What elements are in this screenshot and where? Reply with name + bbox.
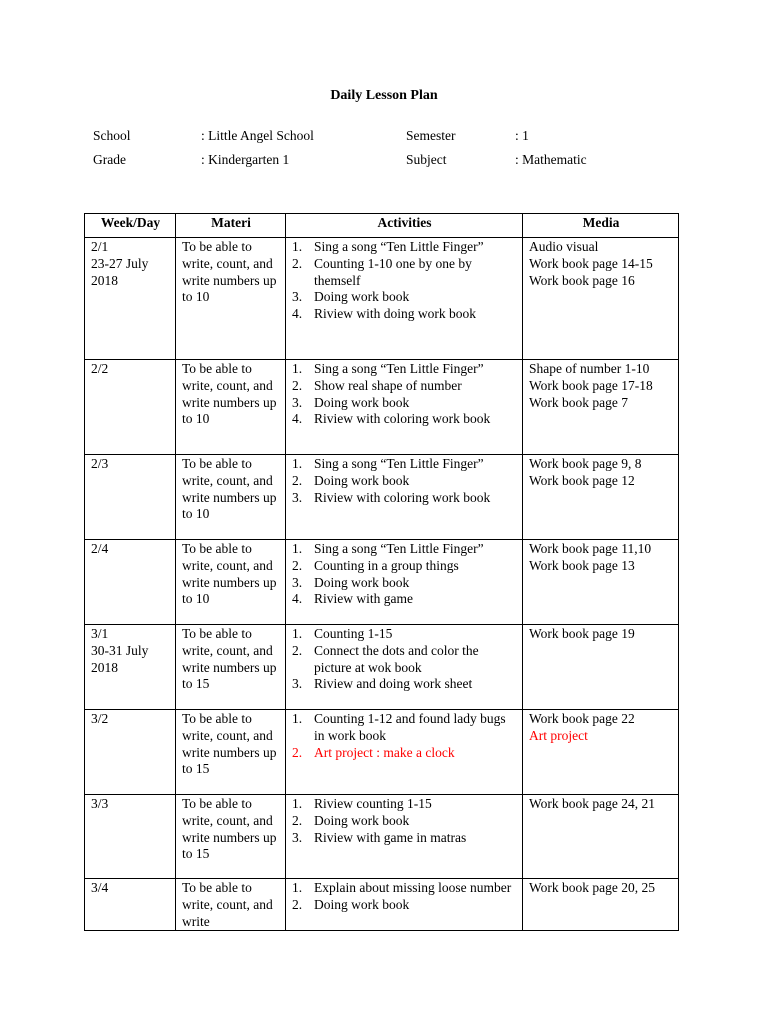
activity-text: Riview with doing work book (314, 306, 476, 322)
week-day-cell (85, 625, 176, 710)
activities-cell (286, 360, 523, 455)
header-week-day: Week/Day (85, 214, 176, 238)
table-header-row (85, 214, 679, 238)
activity-text: Riview with game in matras (314, 829, 467, 845)
media-cell (523, 625, 679, 710)
media-item: Work book page 20, 25 (529, 880, 656, 895)
activity-item: 2. Doing work book (292, 896, 410, 912)
subject-label: Subject (406, 152, 447, 167)
activities-cell (286, 540, 523, 625)
week-day-cell (85, 238, 176, 360)
activity-item: 2. Connect the dots and color the picture at wok book (292, 642, 479, 675)
week-day-text: 2/4 (91, 541, 109, 556)
table-row (85, 455, 679, 540)
media-item: Work book page 22 (529, 711, 635, 726)
activity-item: 2. Doing work book (292, 812, 410, 828)
activity-item: 1. Explain about missing loose number (292, 880, 512, 895)
activity-text: Counting 1-10 one by one by themself (314, 255, 472, 288)
activity-item: 4. Riview with doing work book (292, 306, 476, 322)
table-row (85, 879, 679, 931)
table-row (85, 710, 679, 795)
activity-item: 2. Counting 1-10 one by one by themself (292, 255, 472, 288)
semester-value: : 1 (515, 128, 529, 143)
media-cell (523, 710, 679, 795)
materi-cell: To be able to write, count, and write numbers up to 10 (176, 540, 286, 625)
media-item: Work book page 12 (529, 472, 635, 488)
week-day-cell (85, 455, 176, 540)
activity-item: 3. Doing work book (292, 394, 410, 410)
week-day-cell (85, 540, 176, 625)
activity-text: Counting in a group things (314, 557, 459, 573)
activities-cell (286, 795, 523, 879)
semester-label: Semester (406, 128, 456, 143)
week-day-text: 2/3 (91, 456, 109, 471)
materi-cell: To be able to write, count, and write numbers up to 10 (176, 455, 286, 540)
info-row-grade (0, 152, 768, 170)
activity-text: Riview with coloring work book (314, 489, 491, 505)
activity-item: 1. Riview counting 1-15 (292, 796, 432, 811)
header-activities: Activities (286, 214, 523, 238)
materi-cell: To be able to write, count, and write numbers up to 15 (176, 795, 286, 879)
activity-item: 4. Riview with coloring work book (292, 411, 491, 427)
week-day-text: 3/4 (91, 880, 109, 895)
activity-item: 1. Counting 1-15 (292, 626, 393, 641)
activity-item: 1. Counting 1-12 and found lady bugs in work book (292, 711, 506, 743)
materi-cell: To be able to write, count, and write numbers up to 10 (176, 360, 286, 455)
activity-item: 2. Show real shape of number (292, 377, 462, 393)
activities-cell (286, 625, 523, 710)
activity-text: Doing work book (314, 289, 410, 305)
activity-text: Doing work book (314, 574, 410, 590)
media-item: Art project (529, 727, 588, 743)
activity-text: Riview counting 1-15 (314, 796, 432, 811)
week-day-cell (85, 360, 176, 455)
activity-item: 2. Doing work book (292, 472, 410, 488)
table-row (85, 540, 679, 625)
media-item: Work book page 24, 21 (529, 796, 656, 811)
table-row (85, 238, 679, 360)
media-item: Work book page 17-18 (529, 377, 653, 393)
materi-cell: To be able to write, count, and write numbers up to 10 (176, 238, 286, 360)
activity-item: 1. Sing a song “Ten Little Finger” (292, 239, 484, 254)
media-cell (523, 455, 679, 540)
media-cell (523, 879, 679, 931)
header-media: Media (523, 214, 679, 238)
media-item: Work book page 7 (529, 394, 629, 410)
activity-text: Sing a song “Ten Little Finger” (314, 456, 484, 471)
activity-item: 1. Sing a song “Ten Little Finger” (292, 541, 484, 556)
week-day-text: 2/1 (91, 239, 109, 254)
media-cell (523, 540, 679, 625)
activity-text: Riview and doing work sheet (314, 676, 473, 692)
activity-item: 3. Riview with game in matras (292, 829, 467, 845)
table-row (85, 360, 679, 455)
media-item: Work book page 19 (529, 626, 635, 641)
activity-item: 3. Riview and doing work sheet (292, 676, 473, 692)
activity-item: 3. Doing work book (292, 574, 410, 590)
activity-text: Counting 1-12 and found lady bugs in work book (314, 711, 506, 743)
activities-cell (286, 879, 523, 931)
activity-text: Show real shape of number (314, 377, 462, 393)
week-day-cell (85, 710, 176, 795)
document-title: Daily Lesson Plan (330, 88, 438, 103)
activity-text: Doing work book (314, 472, 410, 488)
activity-item: 1. Sing a song “Ten Little Finger” (292, 361, 484, 376)
info-row-school (0, 128, 768, 146)
activities-cell (286, 238, 523, 360)
week-day-text: 30-31 July 2018 (91, 642, 149, 675)
media-cell (523, 795, 679, 879)
activity-text: Sing a song “Ten Little Finger” (314, 361, 484, 376)
activity-text: Riview with coloring work book (314, 411, 491, 427)
activity-text: Art project : make a clock (314, 744, 455, 760)
activity-text: Explain about missing loose number (314, 880, 512, 895)
school-label: School (93, 128, 131, 143)
activities-cell (286, 455, 523, 540)
grade-value: : Kindergarten 1 (201, 152, 290, 167)
activity-text: Doing work book (314, 896, 410, 912)
media-item: Work book page 16 (529, 272, 635, 288)
materi-cell: To be able to write, count, and write (176, 879, 286, 931)
media-item: Work book page 14-15 (529, 255, 653, 271)
activities-cell (286, 710, 523, 795)
week-day-text: 23-27 July 2018 (91, 255, 149, 288)
activity-item: 2. Art project : make a clock (292, 744, 455, 760)
school-value: : Little Angel School (201, 128, 314, 143)
week-day-text: 3/3 (91, 796, 109, 811)
activity-item: 4. Riview with game (292, 591, 413, 607)
activity-item: 2. Counting in a group things (292, 557, 459, 573)
materi-cell: To be able to write, count, and write numbers up to 15 (176, 625, 286, 710)
media-item: Audio visual (529, 239, 599, 254)
activity-text: Connect the dots and color the picture at wok book (314, 642, 479, 675)
grade-label: Grade (93, 152, 126, 167)
header-materi: Materi (176, 214, 286, 238)
week-day-text: 3/1 (91, 626, 109, 641)
activity-item: 3. Riview with coloring work book (292, 489, 491, 505)
lesson-plan-table (84, 213, 679, 931)
activity-text: Sing a song “Ten Little Finger” (314, 541, 484, 556)
materi-cell: To be able to write, count, and write numbers up to 15 (176, 710, 286, 795)
media-cell (523, 238, 679, 360)
media-cell (523, 360, 679, 455)
table-row (85, 625, 679, 710)
activity-text: Doing work book (314, 394, 410, 410)
activity-text: Doing work book (314, 812, 410, 828)
activity-item: 3. Doing work book (292, 289, 410, 305)
media-item: Work book page 13 (529, 557, 635, 573)
subject-value: : Mathematic (515, 152, 587, 167)
table-body (85, 238, 679, 931)
activity-text: Sing a song “Ten Little Finger” (314, 239, 484, 254)
media-item: Work book page 11,10 (529, 541, 652, 556)
table-row (85, 795, 679, 879)
activity-text: Riview with game (314, 591, 413, 607)
media-item: Shape of number 1-10 (529, 361, 650, 376)
activity-text: Counting 1-15 (314, 626, 393, 641)
week-day-text: 3/2 (91, 711, 109, 726)
media-item: Work book page 9, 8 (529, 456, 642, 471)
activity-item: 1. Sing a song “Ten Little Finger” (292, 456, 484, 471)
week-day-text: 2/2 (91, 361, 109, 376)
week-day-cell (85, 795, 176, 879)
week-day-cell (85, 879, 176, 931)
